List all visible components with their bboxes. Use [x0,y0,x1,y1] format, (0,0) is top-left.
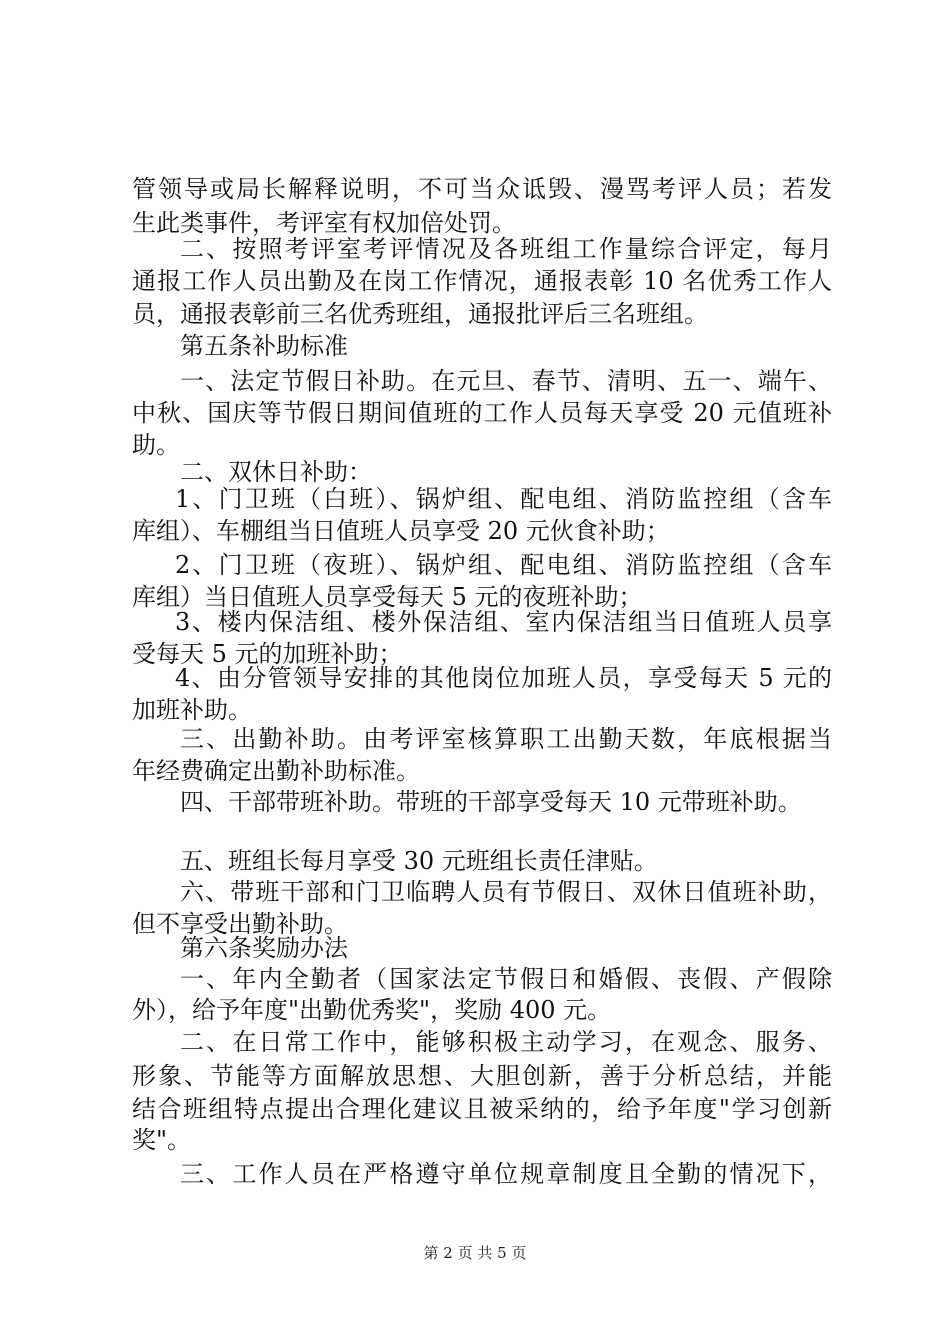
text-line: 通报工作人员出勤及在岗工作情况，通报表彰 10 名优秀工作人 [132,267,832,295]
text-line: 受每天 5 元的加班补助； [132,640,403,668]
text-line: 年经费确定出勤补助标准。 [132,757,420,785]
text-line: 一、年内全勤者（国家法定节假日和婚假、丧假、产假除 [180,965,832,993]
text-line: 库组）、车棚组当日值班人员享受 20 元伙食补助； [132,517,670,545]
text-line: 加班补助。 [132,696,252,724]
text-line: 2、门卫班（夜班）、锅炉组、配电组、消防监控组（含车 [175,551,832,579]
text-line: 五、班组长每月享受 30 元班组长责任津贴。 [180,847,658,875]
text-line: 结合班组特点提出合理化建议且被采纳的，给予年度"学习创新 [132,1095,832,1123]
section-heading: 第六条奖励办法 [180,934,348,962]
text-line: 三、出勤补助。由考评室核算职工出勤天数，年底根据当 [180,725,832,753]
text-line: 中秋、国庆等节假日期间值班的工作人员每天享受 20 元值班补 [132,399,832,427]
section-heading: 第五条补助标准 [180,332,348,360]
text-line: 3、楼内保洁组、楼外保洁组、室内保洁组当日值班人员享 [175,608,832,636]
text-line: 外），给予年度"出勤优秀奖"，奖励 400 元。 [132,996,612,1024]
text-line: 助。 [132,431,180,459]
text-line: 奖"。 [132,1126,192,1154]
text-line: 形象、节能等方面解放思想、大胆创新，善于分析总结，并能 [132,1062,832,1090]
text-line: 二、在日常工作中，能够积极主动学习，在观念、服务、 [180,1028,832,1056]
text-line: 一、法定节假日补助。在元旦、春节、清明、五一、端午、 [180,367,832,395]
text-line: 二、双休日补助： [180,458,372,486]
text-line: 四、干部带班补助。带班的干部享受每天 10 元带班补助。 [180,788,802,816]
text-line: 库组）当日值班人员享受每天 5 元的夜班补助； [132,583,643,611]
text-line: 但不享受出勤补助。 [132,910,348,938]
text-line: 生此类事件，考评室有权加倍处罚。 [132,209,516,237]
text-line: 二、按照考评室考评情况及各班组工作量综合评定，每月 [180,235,832,263]
text-line: 管领导或局长解释说明，不可当众诋毁、漫骂考评人员；若发 [132,175,832,203]
text-line: 三、工作人员在严格遵守单位规章制度且全勤的情况下， [180,1160,832,1188]
page-number-footer: 第 2 页 共 5 页 [423,1244,527,1262]
text-line: 1、门卫班（白班）、锅炉组、配电组、消防监控组（含车 [175,485,832,513]
text-line: 员，通报表彰前三名优秀班组，通报批评后三名班组。 [132,300,708,328]
text-line: 六、带班干部和门卫临聘人员有节假日、双休日值班补助， [180,878,832,906]
text-line: 4、由分管领导安排的其他岗位加班人员，享受每天 5 元的 [175,664,832,692]
